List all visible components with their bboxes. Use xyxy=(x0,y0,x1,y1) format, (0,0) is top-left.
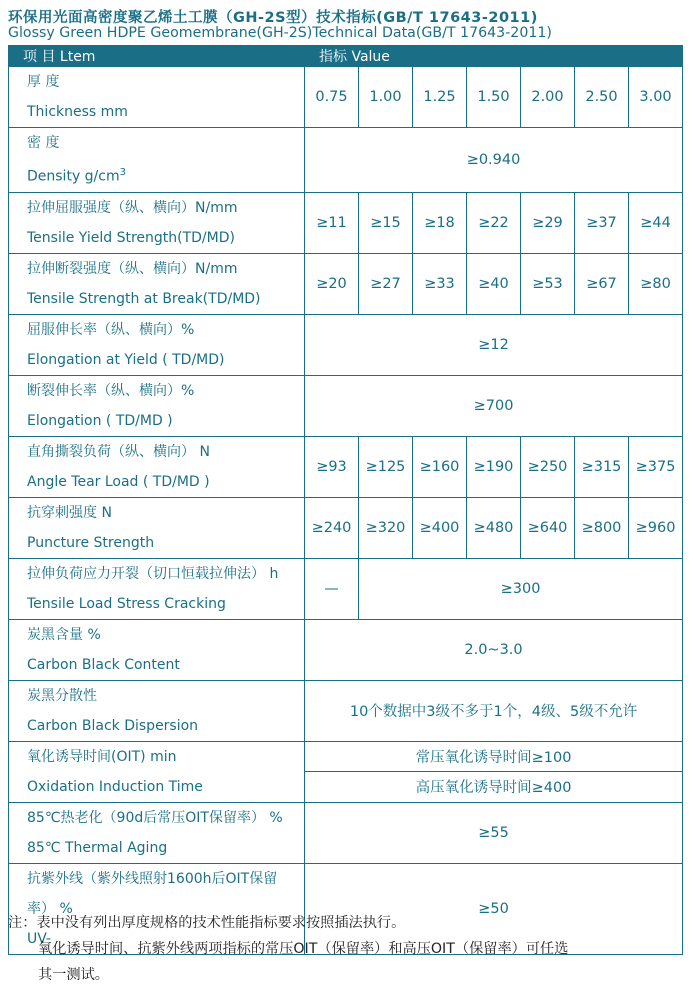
value-cell: ≥315 xyxy=(575,436,629,497)
prop-cn: 炭黑分散性 xyxy=(27,687,97,704)
prop-cn: 拉伸屈服强度（纵、横向）N/mm xyxy=(27,199,238,216)
value-cell: 高压氧化诱导时间≥400 xyxy=(305,772,683,803)
value-cell: ≥800 xyxy=(575,497,629,558)
value-cell: 0.75 xyxy=(305,67,359,128)
value-cell: ≥11 xyxy=(305,192,359,253)
prop-en: Elongation at Yield ( TD/MD) xyxy=(27,351,225,368)
row-density xyxy=(9,128,683,193)
prop-cn: 拉伸断裂强度（纵、横向）N/mm xyxy=(27,260,238,277)
value-cell: ≥375 xyxy=(629,436,683,497)
prop-en: Oxidation Induction Time xyxy=(27,778,203,795)
row-thermal-aging xyxy=(9,802,683,863)
prop-en: Carbon Black Dispersion xyxy=(27,717,199,734)
prop-thermal-aging xyxy=(9,802,305,863)
row-carbon-dispersion xyxy=(9,680,683,741)
prop-break-strength xyxy=(9,253,305,314)
prop-en: UV- xyxy=(27,930,52,947)
row-thickness xyxy=(9,67,683,128)
value-cell: ≥50 xyxy=(305,863,683,954)
value-cell: ≥240 xyxy=(305,497,359,558)
value-cell: ≥700 xyxy=(305,375,683,436)
value-cell: ≥44 xyxy=(629,192,683,253)
value-cell: 3.00 xyxy=(629,67,683,128)
prop-en: Tensile Strength at Break(TD/MD) xyxy=(27,290,261,307)
row-oit xyxy=(9,741,683,772)
value-cell: ≥190 xyxy=(467,436,521,497)
prop-puncture xyxy=(9,497,305,558)
value-cell: 2.50 xyxy=(575,67,629,128)
header-value: 指标 Value xyxy=(305,46,683,67)
spec-table xyxy=(8,45,683,955)
value-cell: ≥12 xyxy=(305,314,683,375)
note-line: 其一测试。 xyxy=(38,967,109,983)
prop-tear-load xyxy=(9,436,305,497)
prop-cn: 直角撕裂负荷（纵、横向） N xyxy=(27,443,210,460)
prop-elongation-yield xyxy=(9,314,305,375)
prop-en: Density $g/cm^3$ xyxy=(27,167,126,185)
prop-cn: 屈服伸长率（纵、横向）% xyxy=(27,321,195,338)
prop-oit xyxy=(9,741,305,802)
row-carbon-content xyxy=(9,619,683,680)
notes xyxy=(8,910,568,988)
prop-cn: 断裂伸长率（纵、横向）% xyxy=(27,382,195,399)
prop-cn: 拉伸负荷应力开裂（切口恒载拉伸法） h xyxy=(27,565,279,582)
row-yield-strength xyxy=(9,192,683,253)
header-item: 项 目 Ltem xyxy=(9,46,305,67)
prop-en: Tensile Yield Strength(TD/MD) xyxy=(27,229,235,246)
title-chinese: 环保用光面高密度聚乙烯土工膜（GH-2S型）技术指标(GB/T 17643-2011) xyxy=(8,10,538,26)
note-line: 注：表中没有列出厚度规格的技术性能指标要求按照插法执行。 xyxy=(8,915,406,931)
value-cell: ≥15 xyxy=(359,192,413,253)
value-cell: ≥22 xyxy=(467,192,521,253)
value-cell: ≥960 xyxy=(629,497,683,558)
value-cell: ≥37 xyxy=(575,192,629,253)
value-cell: 10个数据中3级不多于1个，4级、5级不允许 xyxy=(305,680,683,741)
prop-en: Puncture Strength xyxy=(27,534,155,551)
note-line: 氧化诱导时间、抗紫外线两项指标的常压OIT（保留率）和高压OIT（保留率）可任选 xyxy=(38,941,569,957)
prop-en: Angle Tear Load ( TD/MD ) xyxy=(27,473,210,490)
prop-en: Carbon Black Content xyxy=(27,656,180,673)
title-english: Glossy Green HDPE Geomembrane(GH-2S)Technical Data(GB/T 17643-2011) xyxy=(8,25,552,41)
value-cell: ≥67 xyxy=(575,253,629,314)
prop-cn: 厚 度 xyxy=(27,74,60,90)
prop-cn: 炭黑含量 % xyxy=(27,626,101,643)
value-cell: 1.50 xyxy=(467,67,521,128)
prop-cn: 抗穿刺强度 N xyxy=(27,504,112,521)
prop-density xyxy=(9,128,305,193)
row-elongation-yield xyxy=(9,314,683,375)
prop-carbon-content xyxy=(9,619,305,680)
value-cell: ≥40 xyxy=(467,253,521,314)
value-cell: 1.25 xyxy=(413,67,467,128)
header-row xyxy=(9,46,683,67)
value-cell: 2.0~3.0 xyxy=(305,619,683,680)
prop-thickness xyxy=(9,67,305,128)
prop-elongation-break xyxy=(9,375,305,436)
value-cell: ≥160 xyxy=(413,436,467,497)
value-cell: ≥480 xyxy=(467,497,521,558)
prop-cn: 氧化诱导时间(OIT) min xyxy=(27,748,177,765)
prop-en: Elongation ( TD/MD ) xyxy=(27,412,173,429)
prop-cn: 85℃热老化（90d后常压OIT保留率） % xyxy=(27,809,283,826)
prop-en: Tensile Load Stress Cracking xyxy=(27,595,226,612)
row-puncture xyxy=(9,497,683,558)
value-cell: ≥55 xyxy=(305,802,683,863)
row-stress-cracking xyxy=(9,558,683,619)
value-cell: ≥640 xyxy=(521,497,575,558)
value-cell: ≥93 xyxy=(305,436,359,497)
value-cell: ≥300 xyxy=(359,558,683,619)
value-cell: 1.00 xyxy=(359,67,413,128)
row-break-strength xyxy=(9,253,683,314)
prop-en: 85℃ Thermal Aging xyxy=(27,839,168,856)
prop-yield-strength xyxy=(9,192,305,253)
value-cell: ≥320 xyxy=(359,497,413,558)
value-cell: ≥18 xyxy=(413,192,467,253)
value-cell: 常压氧化诱导时间≥100 xyxy=(305,741,683,772)
prop-stress-cracking xyxy=(9,558,305,619)
prop-cn: 抗紫外线（紫外线照射1600h后OIT保留率） % xyxy=(27,870,278,917)
value-cell: ≥400 xyxy=(413,497,467,558)
value-cell: 2.00 xyxy=(521,67,575,128)
row-elongation-break xyxy=(9,375,683,436)
prop-en: Thickness mm xyxy=(27,104,128,120)
value-cell: ≥33 xyxy=(413,253,467,314)
value-cell: ≥20 xyxy=(305,253,359,314)
value-cell: — xyxy=(305,558,359,619)
value-cell: ≥250 xyxy=(521,436,575,497)
value-cell: ≥80 xyxy=(629,253,683,314)
prop-carbon-dispersion xyxy=(9,680,305,741)
value-cell: ≥125 xyxy=(359,436,413,497)
value-cell: ≥27 xyxy=(359,253,413,314)
prop-cn: 密 度 xyxy=(27,135,60,151)
row-tear-load xyxy=(9,436,683,497)
value-cell: ≥29 xyxy=(521,192,575,253)
value-cell: ≥53 xyxy=(521,253,575,314)
value-cell: ≥0.940 xyxy=(305,128,683,193)
